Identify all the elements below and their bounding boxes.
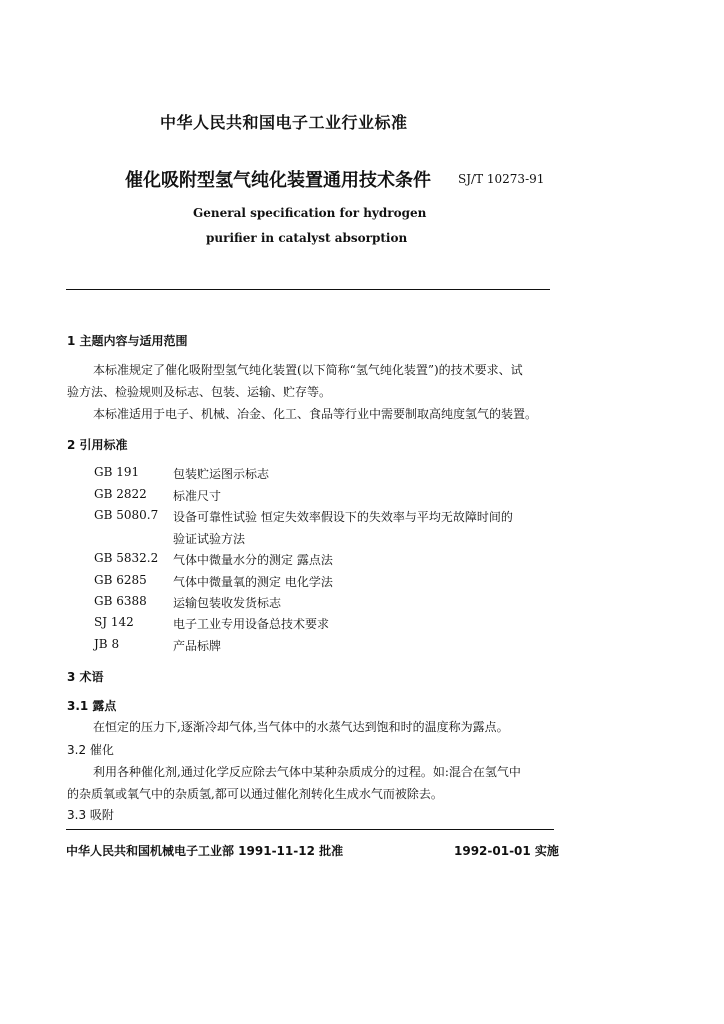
reference-code: GB 6388 (94, 594, 147, 608)
reference-title: 气体中微量水分的测定 露点法 (173, 553, 333, 567)
issuer-heading: 中华人民共和国电子工业行业标准 (160, 113, 408, 132)
document-title: 催化吸附型氢气纯化装置通用技术条件 (125, 170, 431, 191)
reference-code: GB 191 (94, 465, 140, 479)
reference-code: GB 2822 (94, 487, 147, 501)
footer-divider (66, 829, 554, 830)
reference-title: 电子工业专用设备总技术要求 (173, 617, 330, 631)
section-1-paragraph-1-line-1: 本标准规定了催化吸附型氢气纯化装置(以下简称“氢气纯化装置”)的技术要求、试 (93, 363, 523, 377)
term-3-2-definition-line-1: 利用各种催化剂,通过化学反应除去气体中某种杂质成分的过程。如:混合在氢气中 (93, 765, 521, 779)
reference-code: JB 8 (94, 637, 120, 651)
english-title-line1: General specification for hydrogen (193, 206, 427, 220)
section-1-paragraph-2: 本标准适用于电子、机械、冶金、化工、食品等行业中需要制取高纯度氢气的装置。 (93, 407, 538, 421)
section-1-heading: 1 主题内容与适用范围 (67, 334, 188, 348)
reference-title: 包装贮运图示标志 (173, 467, 270, 481)
term-3-2-heading: 3.2 催化 (67, 743, 114, 757)
reference-title-continuation: 验证试验方法 (173, 532, 246, 546)
section-1-paragraph-1-line-2: 验方法、检验规则及标志、包装、运输、贮存等。 (67, 385, 332, 399)
section-2-heading: 2 引用标准 (67, 438, 128, 452)
reference-title: 运输包装收发货标志 (173, 596, 282, 610)
reference-title: 标准尺寸 (173, 489, 222, 503)
reference-title: 产品标牌 (173, 639, 222, 653)
standard-number: SJ/T 10273-91 (458, 172, 545, 186)
term-3-1-definition: 在恒定的压力下,逐渐冷却气体,当气体中的水蒸气达到饱和时的温度称为露点。 (93, 720, 509, 734)
reference-code: GB 6285 (94, 573, 147, 587)
term-3-3-heading: 3.3 吸附 (67, 808, 114, 822)
reference-code: SJ 142 (94, 615, 134, 629)
header-divider (66, 289, 550, 290)
section-3-heading: 3 术语 (67, 670, 104, 684)
term-3-1-heading: 3.1 露点 (67, 699, 117, 713)
term-3-2-definition-line-2: 的杂质氧或氧气中的杂质氢,都可以通过催化剂转化生成水气而被除去。 (67, 787, 443, 801)
reference-title: 气体中微量氧的测定 电化学法 (173, 575, 333, 589)
reference-code: GB 5080.7 (94, 508, 159, 522)
effective-date: 1992-01-01 实施 (454, 844, 559, 858)
english-title-line2: purifier in catalyst absorption (206, 231, 408, 245)
approval-statement: 中华人民共和国机械电子工业部 1991-11-12 批准 (66, 844, 344, 858)
reference-title: 设备可靠性试验 恒定失效率假设下的失效率与平均无故障时间的 (173, 510, 513, 524)
reference-code: GB 5832.2 (94, 551, 159, 565)
